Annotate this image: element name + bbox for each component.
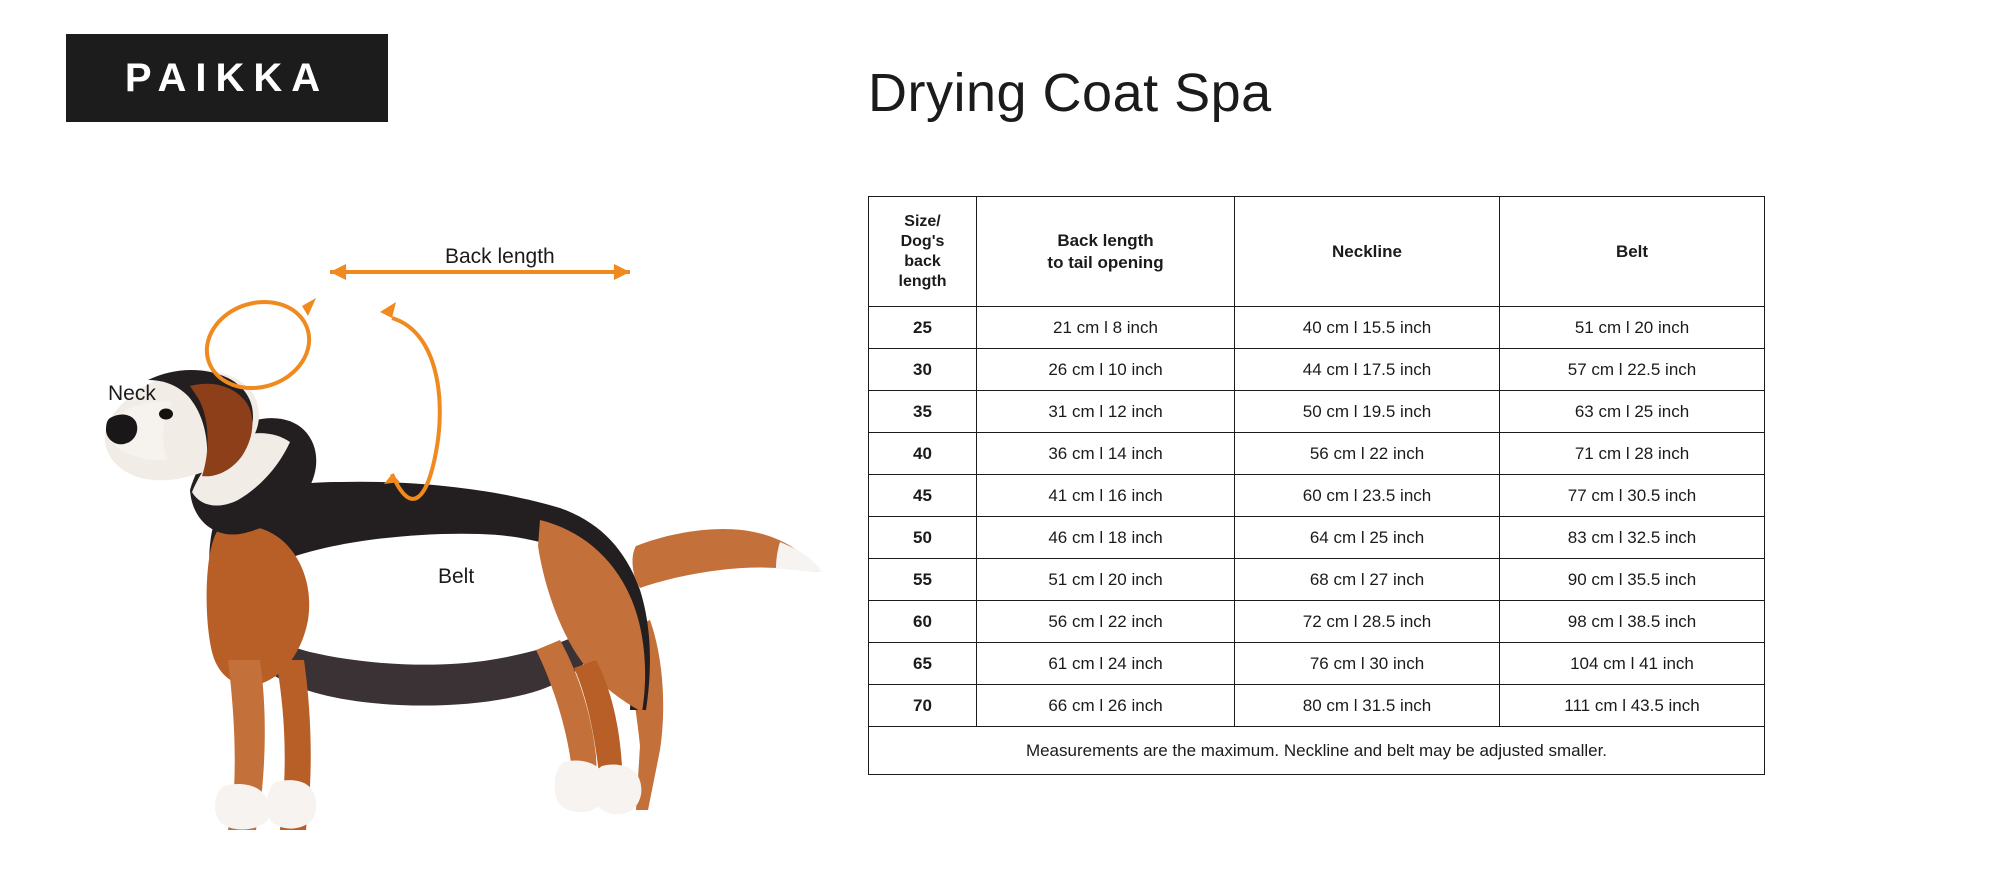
table-row xyxy=(869,559,1765,601)
cell-size: 70 xyxy=(869,685,977,727)
cell-back_length: 21 cm l 8 inch xyxy=(977,307,1235,349)
cell-neckline: 50 cm l 19.5 inch xyxy=(1235,391,1500,433)
page-title: Drying Coat Spa xyxy=(868,63,1272,123)
cell-size: 60 xyxy=(869,601,977,643)
cell-back_length: 36 cm l 14 inch xyxy=(977,433,1235,475)
cell-back_length: 26 cm l 10 inch xyxy=(977,349,1235,391)
belt-measure-loop xyxy=(380,302,440,499)
cell-belt: 77 cm l 30.5 inch xyxy=(1500,475,1765,517)
cell-neckline: 44 cm l 17.5 inch xyxy=(1235,349,1500,391)
column-header-size-line3: back xyxy=(904,252,941,270)
table-header-row xyxy=(869,197,1765,307)
cell-back_length: 51 cm l 20 inch xyxy=(977,559,1235,601)
cell-belt: 90 cm l 35.5 inch xyxy=(1500,559,1765,601)
dog-side-profile-photo xyxy=(40,190,850,840)
cell-size: 65 xyxy=(869,643,977,685)
column-header-size-line1: Size/ xyxy=(904,212,941,230)
cell-back_length: 56 cm l 22 inch xyxy=(977,601,1235,643)
table-row xyxy=(869,349,1765,391)
cell-belt: 57 cm l 22.5 inch xyxy=(1500,349,1765,391)
column-header-size xyxy=(869,197,977,307)
cell-neckline: 72 cm l 28.5 inch xyxy=(1235,601,1500,643)
cell-back_length: 66 cm l 26 inch xyxy=(977,685,1235,727)
cell-size: 30 xyxy=(869,349,977,391)
brand-logo xyxy=(66,34,388,122)
size-chart-table xyxy=(868,196,1764,775)
cell-belt: 98 cm l 38.5 inch xyxy=(1500,601,1765,643)
cell-size: 50 xyxy=(869,517,977,559)
cell-neckline: 40 cm l 15.5 inch xyxy=(1235,307,1500,349)
cell-belt: 83 cm l 32.5 inch xyxy=(1500,517,1765,559)
cell-size: 55 xyxy=(869,559,977,601)
table-footnote: Measurements are the maximum. Neckline and belt may be adjusted smaller. xyxy=(869,727,1765,775)
cell-belt: 63 cm l 25 inch xyxy=(1500,391,1765,433)
cell-neckline: 68 cm l 27 inch xyxy=(1235,559,1500,601)
cell-size: 40 xyxy=(869,433,977,475)
cell-back_length: 61 cm l 24 inch xyxy=(977,643,1235,685)
label-back-length: Back length xyxy=(445,245,555,268)
cell-belt: 104 cm l 41 inch xyxy=(1500,643,1765,685)
column-header-neckline: Neckline xyxy=(1235,197,1500,307)
brand-logo-text: PAIKKA xyxy=(124,55,330,100)
dog-measurement-illustration xyxy=(40,190,850,840)
cell-size: 35 xyxy=(869,391,977,433)
column-header-size-line4: length xyxy=(898,272,947,290)
cell-neckline: 76 cm l 30 inch xyxy=(1235,643,1500,685)
table-row xyxy=(869,685,1765,727)
label-neck: Neck xyxy=(108,382,156,405)
table-row xyxy=(869,517,1765,559)
cell-size: 25 xyxy=(869,307,977,349)
cell-belt: 71 cm l 28 inch xyxy=(1500,433,1765,475)
table-footnote-row xyxy=(869,727,1765,775)
table-row xyxy=(869,433,1765,475)
cell-back_length: 46 cm l 18 inch xyxy=(977,517,1235,559)
column-header-back-length-line2: to tail opening xyxy=(1047,252,1164,272)
cell-belt: 51 cm l 20 inch xyxy=(1500,307,1765,349)
table-row xyxy=(869,475,1765,517)
cell-neckline: 64 cm l 25 inch xyxy=(1235,517,1500,559)
column-header-belt: Belt xyxy=(1500,197,1765,307)
cell-neckline: 60 cm l 23.5 inch xyxy=(1235,475,1500,517)
cell-back_length: 41 cm l 16 inch xyxy=(977,475,1235,517)
cell-belt: 111 cm l 43.5 inch xyxy=(1500,685,1765,727)
column-header-back-length-line1: Back length xyxy=(1057,231,1154,251)
table-row xyxy=(869,307,1765,349)
column-header-size-line2: Dog's xyxy=(900,232,945,250)
label-belt: Belt xyxy=(438,565,475,588)
table-row xyxy=(869,391,1765,433)
cell-neckline: 56 cm l 22 inch xyxy=(1235,433,1500,475)
table-row xyxy=(869,601,1765,643)
cell-size: 45 xyxy=(869,475,977,517)
cell-back_length: 31 cm l 12 inch xyxy=(977,391,1235,433)
cell-neckline: 80 cm l 31.5 inch xyxy=(1235,685,1500,727)
table-row xyxy=(869,643,1765,685)
column-header-back-length xyxy=(977,197,1235,307)
